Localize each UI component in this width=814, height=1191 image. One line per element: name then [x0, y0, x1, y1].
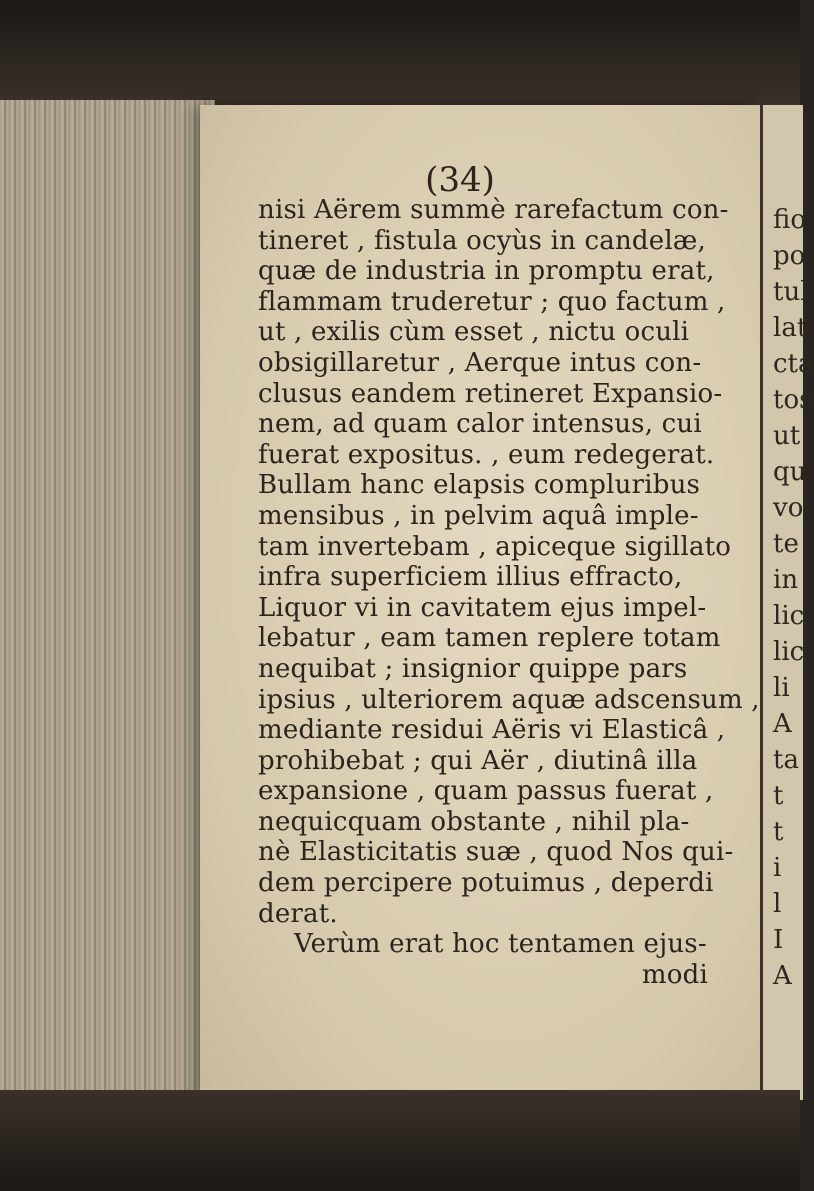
- text-line: tineret , fistula ocyùs in candelæ,: [258, 225, 706, 256]
- text-line: nè Elasticitatis suæ , quod Nos qui-: [258, 837, 734, 868]
- facing-page-fragment: in: [773, 565, 799, 595]
- text-line: Liquor vi in cavitatem ejus impel-: [258, 592, 707, 623]
- text-line: fuerat expositus. , eum redegerat.: [258, 439, 715, 470]
- bottom-shadow: [0, 1090, 800, 1191]
- facing-page-fragment: lat: [773, 313, 808, 343]
- facing-page-fragment: po: [773, 241, 806, 271]
- page-number: (34): [425, 160, 495, 200]
- facing-page-fragment: i: [773, 853, 782, 883]
- facing-page-fragment: t: [773, 781, 784, 811]
- text-line: ipsius , ulteriorem aquæ adscensum ,: [258, 684, 760, 715]
- top-shadow: [0, 0, 800, 110]
- body-text: [258, 195, 760, 990]
- text-line: expansione , quam passus fuerat ,: [258, 776, 714, 807]
- facing-page-fragment: I: [773, 925, 784, 955]
- facing-page-fragment: vo: [773, 493, 804, 523]
- text-line: obsigillaretur , Aerque intus con-: [258, 347, 702, 378]
- text-line: ut , exilis cùm esset , nictu oculi: [258, 317, 690, 348]
- facing-page-fragment: li: [773, 673, 790, 703]
- text-line: nem, ad quam calor intensus, cui: [258, 409, 702, 440]
- facing-page-fragment: cta: [773, 349, 814, 379]
- paragraph-start: Verùm erat hoc tentamen ejus-: [294, 929, 707, 960]
- facing-page-fragment: A: [773, 961, 792, 991]
- text-line: nequicquam obstante , nihil pla-: [258, 806, 690, 837]
- facing-page-fragment: tos: [773, 385, 813, 415]
- text-line: nisi Aërem summè rarefactum con-: [258, 195, 729, 225]
- facing-page-fragment: lic: [773, 637, 805, 667]
- text-line: prohibebat ; qui Aër , diutinâ illa: [258, 745, 698, 776]
- facing-page-fragment: l: [773, 889, 782, 919]
- text-line: mensibus , in pelvim aquâ imple-: [258, 500, 699, 531]
- text-line: flammam truderetur ; quo factum ,: [258, 286, 726, 317]
- facing-page-fragment: t: [773, 817, 784, 847]
- facing-page: [760, 105, 814, 1100]
- text-line: lebatur , eam tamen replere totam: [258, 623, 721, 654]
- facing-page-fragment: tul: [773, 277, 809, 307]
- text-line: infra superficiem illius effracto,: [258, 562, 683, 593]
- facing-page-fragment: qu: [773, 457, 807, 487]
- text-line: Bullam hanc elapsis compluribus: [258, 470, 701, 501]
- facing-page-fragment: ut: [773, 421, 801, 451]
- catchword: modi: [641, 959, 708, 990]
- text-line: dem percipere potuimus , deperdi: [258, 868, 714, 899]
- text-line: tam invertebam , apiceque sigillato: [258, 531, 732, 562]
- text-line: quæ de industria in promptu erat,: [258, 256, 715, 287]
- book-page-edges: [0, 100, 215, 1100]
- text-line: mediante residui Aëris vi Elasticâ ,: [258, 715, 726, 746]
- facing-page-fragment: te: [773, 529, 799, 559]
- facing-page-fragment: ta: [773, 745, 799, 775]
- facing-page-fragment: A: [773, 709, 792, 739]
- text-line: nequibat ; insignior quippe pars: [258, 653, 688, 684]
- facing-page-fragment: fio: [773, 205, 806, 235]
- text-line: clusus eandem retineret Expansio-: [258, 378, 723, 409]
- facing-page-fragment: lic: [773, 601, 805, 631]
- text-line: derat.: [258, 898, 338, 929]
